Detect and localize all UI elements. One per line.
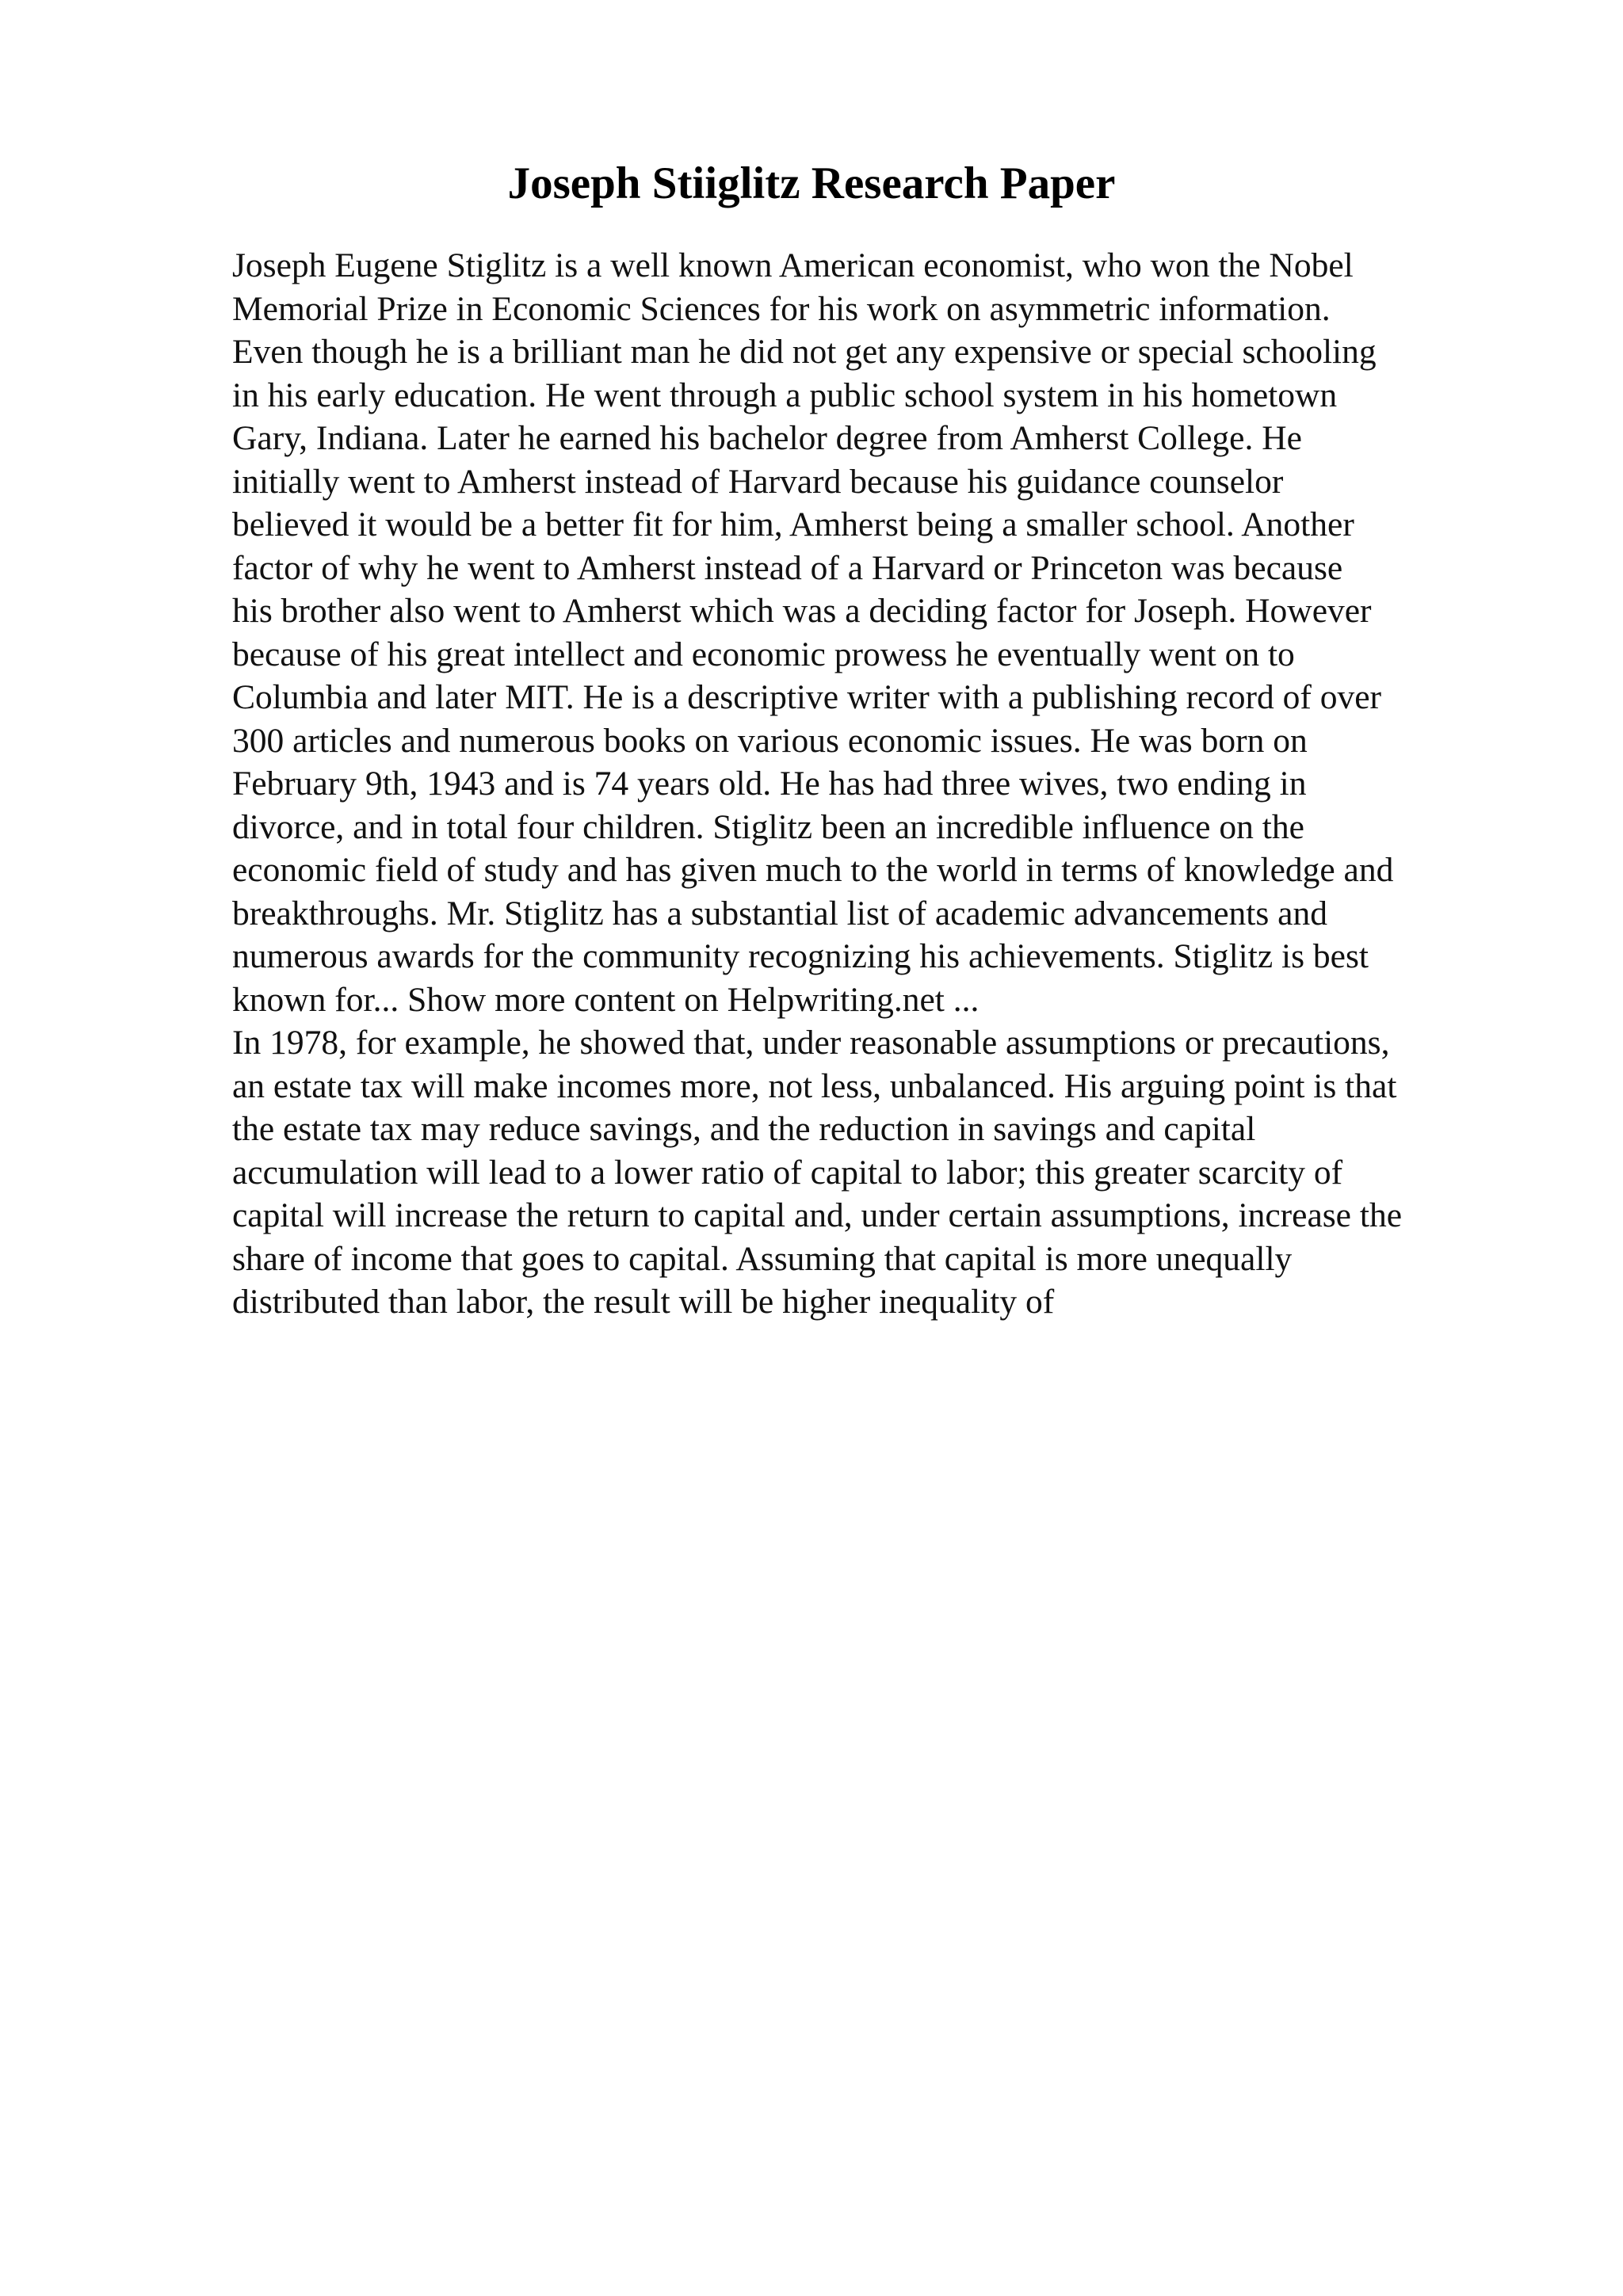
text-line: economic field of study and has given much to the world in terms of knowledge and (232, 851, 1394, 889)
text-line: accumulation will lead to a lower ratio of capital to labor; this greater scarcity of (232, 1153, 1343, 1192)
text-line: Columbia and later MIT. He is a descriptive writer with a publishing record of over (232, 678, 1381, 716)
show-more-line: known for... Show more content on Helpwriting.net ... (232, 980, 980, 1019)
text-line: divorce, and in total four children. Stiglitz been an incredible influence on the (232, 807, 1304, 846)
text-line: breakthroughs. Mr. Stiglitz has a substantial list of academic advancements and (232, 894, 1327, 933)
text-line: capital will increase the return to capital and, under certain assumptions, increase the (232, 1196, 1403, 1234)
text-line: share of income that goes to capital. Assuming that capital is more unequally (232, 1239, 1293, 1278)
text-line: Joseph Eugene Stiglitz is a well known American economist, who won the Nobel (232, 246, 1354, 284)
text-line: Even though he is a brilliant man he did not get any expensive or special schooling (232, 333, 1377, 371)
text-line: believed it would be a better fit for him, Amherst being a smaller school. Another (232, 505, 1354, 543)
text-line: an estate tax will make incomes more, not less, unbalanced. His arguing point is that (232, 1066, 1397, 1105)
text-line: distributed than labor, the result will be higher inequality of (232, 1283, 1055, 1321)
text-line: numerous awards for the community recognizing his achievements. Stiglitz is best (232, 937, 1369, 975)
text-line: 300 articles and numerous books on various economic issues. He was born on (232, 721, 1308, 760)
text-line: because of his great intellect and economic prowess he eventually went on to (232, 635, 1295, 673)
text-line: In 1978, for example, he showed that, under reasonable assumptions or precautions, (232, 1024, 1390, 1062)
text-line: factor of why he went to Amherst instead of a Harvard or Princeton was because (232, 548, 1343, 587)
text-line: his brother also went to Amherst which was a deciding factor for Joseph. However (232, 592, 1372, 630)
text-line: Gary, Indiana. Later he earned his bachelor degree from Amherst College. He (232, 419, 1302, 457)
text-line: the estate tax may reduce savings, and the reduction in savings and capital (232, 1110, 1256, 1148)
text-line: February 9th, 1943 and is 74 years old. He has had three wives, two ending in (232, 765, 1307, 803)
text-line: initially went to Amherst instead of Harvard because his guidance counselor (232, 462, 1284, 501)
text-line: Memorial Prize in Economic Sciences for his work on asymmetric information. (232, 289, 1331, 328)
body-text (232, 244, 1492, 1324)
text-line: in his early education. He went through a public school system in his hometown (232, 376, 1338, 414)
page-title: Joseph Stiiglitz Research Paper (507, 158, 1116, 208)
